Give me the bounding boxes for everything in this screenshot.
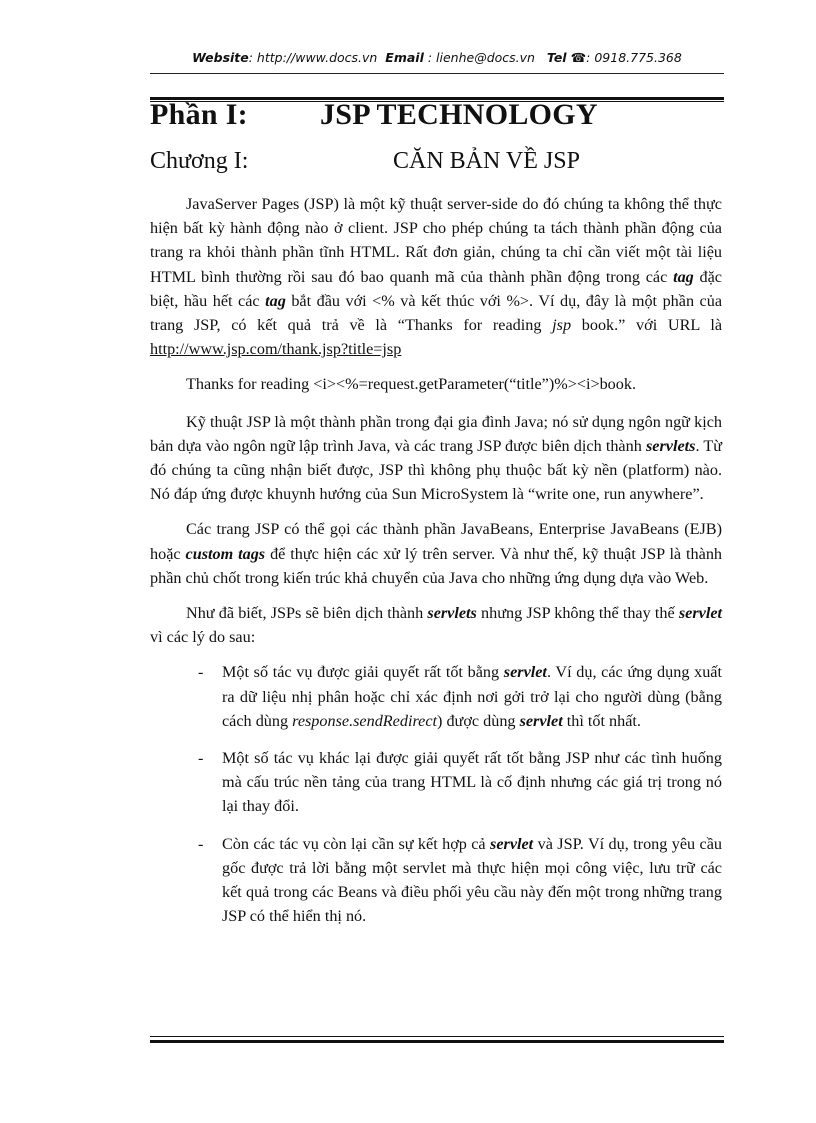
p4-text-a: Các trang JSP có thể gọi các thành phần JavaBeans, Enterprise JavaBeans (EJB) hoặc xyxy=(150,520,722,563)
paragraph-servlets-intro xyxy=(150,601,722,649)
phone-icon: ☎ xyxy=(570,50,587,65)
b1-text-c: ) được dùng xyxy=(437,711,516,730)
dash-bullet: - xyxy=(198,749,204,768)
page-header xyxy=(150,50,724,65)
website-label: Website xyxy=(192,50,249,65)
chapter-heading xyxy=(150,148,580,175)
tel-label: Tel xyxy=(546,50,567,65)
b2-text: Một số tác vụ khác lại được giải quyết rất tốt bằng JSP như các tình huống mà cấu trúc nền tảng của trang HTML là cố định nhưng các giá trị trong nó lại thay đổi. xyxy=(222,749,722,816)
example-url-link[interactable]: http://www.jsp.com/thank.jsp?title=jsp xyxy=(150,340,402,359)
b1-text-b: . Ví dụ, các ứng dụng xuất ra dữ liệu nhị phân hoặc chỉ xác định nơi gởi trở lại cho người dùng (bằng cách dùng xyxy=(222,663,722,730)
footer-rule-thin xyxy=(150,1036,724,1037)
b3-text-a: Còn các tác vụ còn lại cần sự kết hợp cả xyxy=(222,834,486,853)
p1-text-c: bắt đầu với <% và kết thúc với %>. Ví dụ, đây là một phần của trang JSP, có kết quả trả về là “Thanks for reading xyxy=(150,291,723,335)
part-label: Phần I: xyxy=(150,98,248,131)
list-item xyxy=(150,746,722,819)
p5-text-a: Như đã biết, JSPs sẽ biên dịch thành xyxy=(186,604,424,623)
p5-servlet-term: servlet xyxy=(678,604,723,623)
b1-text-a: Một số tác vụ được giải quyết rất tốt bằng xyxy=(222,663,500,682)
p5-servlets-term: servlets xyxy=(427,604,477,623)
list-item xyxy=(150,660,722,733)
p4-custom-tags-term: custom tags xyxy=(185,544,266,563)
b1-servlet-term: servlet xyxy=(503,663,547,682)
b1-text-d: thì tốt nhất. xyxy=(566,711,641,730)
b1-code-term: response.sendRedirect xyxy=(292,711,438,730)
paragraph-jsp-family xyxy=(150,410,722,507)
reasons-list xyxy=(150,660,722,928)
chapter-label: Chương I: xyxy=(150,148,249,174)
paragraph-code-example: Thanks for reading <i><%=request.getParameter(“title”)%><i>book. xyxy=(186,375,637,394)
p1-text-a: JavaServer Pages (JSP) là một kỹ thuật server-side do đó chúng ta không thể thực hiện bất kỳ hành động nào ở client. JSP cho phép chúng ta tách thành phần động của trang ra khỏi thành phần tĩnh HTML. Rất đơn giản, chúng ta chỉ cần viết một tài liệu HTML bình thường rồi sau đó bao quanh mã của thành phần động trong các xyxy=(150,195,722,286)
b1-servlet-term-2: servlet xyxy=(519,711,563,730)
p3-servlets-term: servlets xyxy=(645,436,696,455)
p1-text-d: book.” với URL là xyxy=(581,316,723,335)
p1-tag-term: tag xyxy=(673,267,694,286)
p3-text-a: Kỹ thuật JSP là một thành phần trong đại gia đình Java; nó sử dụng ngôn ngữ kịch bản dựa vào ngôn ngữ lập trình Java, và các trang JSP được biên dịch thành xyxy=(150,412,722,455)
p3-text-b: . Từ đó chúng ta cũng nhận biết được, JSP thì không phụ thuộc bất kỳ nền (platform) nào. Nó đáp ứng được khuynh hướng của Sun MicroSystem là “write one, run anywhere”. xyxy=(150,436,723,504)
body-content xyxy=(150,192,722,941)
b3-servlet-term: servlet xyxy=(490,834,534,853)
chapter-title: CĂN BẢN VỀ JSP xyxy=(393,148,580,174)
p1-text-b: đặc biệt, hầu hết các xyxy=(150,267,722,310)
website-value[interactable]: : http://www.docs.vn xyxy=(248,50,378,65)
footer-rule-thick xyxy=(150,1040,724,1043)
p1-tag-term-2: tag xyxy=(265,291,286,310)
p4-text-b: để thực hiện các xử lý trên server. Và như thế, kỹ thuật JSP là thành phần chủ chốt trong kiến trúc khả chuyển của Java cho những ứng dụng dựa vào Web. xyxy=(150,544,723,587)
list-item xyxy=(150,832,722,929)
p5-text-b: nhưng JSP không thể thay thế xyxy=(481,604,675,623)
paragraph-javabeans xyxy=(150,517,722,590)
title-rule-thick xyxy=(150,97,724,100)
dash-bullet: - xyxy=(198,834,204,853)
tel-value: : 0918.775.368 xyxy=(586,50,682,65)
part-heading xyxy=(150,98,598,132)
p1-jsp-term: jsp xyxy=(552,316,572,335)
part-title: JSP TECHNOLOGY xyxy=(320,98,598,131)
dash-bullet: - xyxy=(198,663,204,682)
email-label: Email xyxy=(385,50,424,65)
title-rule-thin xyxy=(150,101,724,102)
header-divider xyxy=(150,73,724,74)
p5-text-c: vì các lý do sau: xyxy=(150,628,256,647)
paragraph-intro xyxy=(150,192,722,361)
b3-text-b: và JSP. Ví dụ, trong yêu cầu gốc được trả lời bằng một servlet mà thực hiện mọi công việc, lưu trữ các kết quả trong các Beans và điều phối yêu cầu này đến một trong những trang JSP có thể hiển thị nó. xyxy=(222,834,722,926)
email-value[interactable]: : lienhe@docs.vn xyxy=(427,50,535,65)
